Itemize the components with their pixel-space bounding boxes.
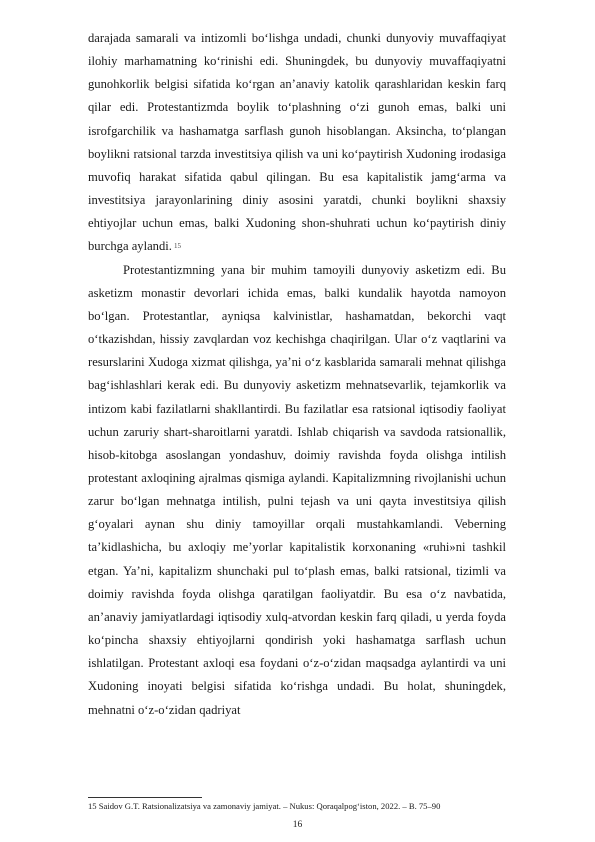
paragraph-1 — [88, 27, 506, 259]
footnote-divider — [88, 797, 202, 798]
paragraph-2-text: Protestantizmning yana bir muhim tamoyili dunyoviy asketizm edi. Bu asketizm monastir devorlari ichida emas, balki kundalik hayotda namoyon bo‘lgan. Protestantlar, ayniqsa kalvinistlar, hashamatdan, bekorchi vaqt o‘tkazishdan, hissiy zavqlardan voz kechishga chaqirilgan. Ular o‘z vaqtlarini va resurslarini Xudoga xizmat qilishga, ya’ni o‘z kasblarida samarali mehnat qilishga bag‘ishlashlari kerak edi. Bu dunyoviy asketizm mehnatsevarlik, tejamkorlik va intizom kabi fazilatlarni shakllantirdi. Bu fazilatlar esa ratsional iqtisodiy faoliyat uchun zaruriy shart-sharoitlarni yaratdi. Ishlab chiqarish va savdoda ratsionallik, hisob-kitobga asoslangan yondashuv, doimiy ravishda foyda olishga intilish protestant axloqining ajralmas qismiga aylandi. Kapitalizmning rivojlanishi uchun zarur bo‘lgan mehnatga intilish, pulni tejash va uni qayta investitsiya qilish g‘oyalari aynan shu diniy tamoyillar orqali mustahkamlandi. Veberning ta’kidlashicha, bu axloqiy me’yorlar kapitalistik korxonaning «ruhi»ni tashkil etgan. Ya’ni, kapitalizm shunchaki pul to‘plash emas, balki ratsional, tizimli va doimiy ravishda foyda olishga qaratilgan faoliyatdir. Bu esa o‘z navbatida, an’anaviy jamiyatlardagi iqtisodiy xulq-atvordan keskin farq qiladi, u yerda foyda ko‘pincha shaxsiy ehtiyojlarni qondirish yoki hashamatga sarflash uchun ishlatilgan. Protestant axloqi esa foydani o‘z-o‘zidan maqsadga aylantirdi va uni Xudoning inoyati belgisi sifatida ko‘rishga undadi. Bu holat, shuningdek, mehnatni o‘z-o‘zidan qadriyat — [88, 262, 506, 717]
paragraph-2 — [88, 259, 506, 722]
footnote-reference: 15 — [173, 242, 181, 251]
footnote: 15 Saidov G.T. Ratsionalizatsiya va zamonaviy jamiyat. – Nukus: Qoraqalpog‘iston, 2022. – B. 75–90 — [88, 801, 441, 811]
page-number: 16 — [292, 820, 303, 830]
body-text — [88, 27, 506, 722]
paragraph-1-text: darajada samarali va intizomli bo‘lishga undadi, chunki dunyoviy muvaffaqiyat ilohiy marhamatning ko‘rinishi edi. Shuningdek, bu dunyoviy muvaffaqiyatni gunohkorlik belgisi sifatida ko‘rgan an’anaviy katolik qarashlaridan keskin farq qilar edi. Protestantizmda boylik to‘plashning o‘zi gunoh emas, balki uni isrofgarchilik va hashamatga sarflash gunoh hisoblangan. Aksincha, to‘plangan boylikni ratsional tarzda investitsiya qilish va uni ko‘paytirish Xudoning irodasiga muvofiq harakat sifatida qabul qilingan. Bu esa kapitalistik jamg‘arma va investitsiya jarayonlarining diniy asosini yaratdi, chunki boylikni shaxsiy ehtiyojlar uchun emas, balki Xudoning shon-shuhrati uchun ko‘paytirish diniy burchga aylandi. — [88, 31, 506, 254]
